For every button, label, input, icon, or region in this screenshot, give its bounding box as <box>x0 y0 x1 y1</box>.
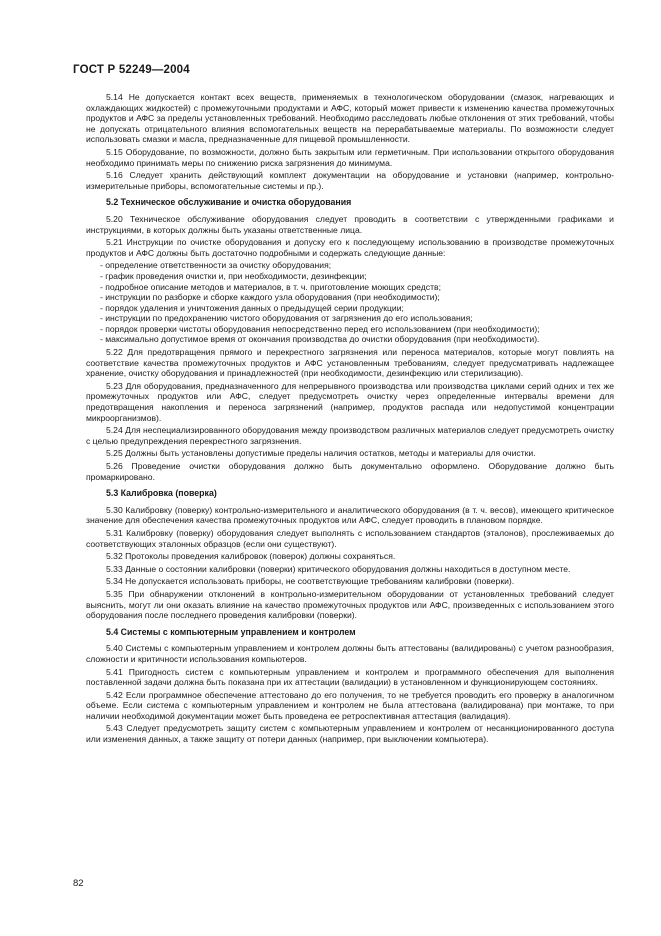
paragraph: 5.23 Для оборудования, предназначенного для непрерывного производства или производства циклами серий одних и тех же промежуточных продуктов или АФС, следует предусмотреть очистку через определенные интервалы времени для предотвращения накопления и переноса загрязнений (например, продуктов распада или недопустимой концентрации микроорганизмов). <box>86 380 614 423</box>
paragraph: 5.42 Если программное обеспечение аттестовано до его получения, то не требуется проводить его проверку в аналогичном объеме. Если система с компьютерным управлением и контролем не была аттестована (валидирована) при монтаже, то при наличии необходимой документации может быть проведена ее ретроспективная аттестация (валидация). <box>86 689 614 721</box>
paragraph: 5.31 Калибровку (поверку) оборудования следует выполнять с использованием стандартов (эталонов), прослеживаемых до соответствующих эталонных образцов (если они существуют). <box>86 527 614 549</box>
paragraph: 5.22 Для предотвращения прямого и перекрестного загрязнения или переноса материалов, которые могут повлиять на соответствие качества промежуточных продуктов и АФС установленным требованиям, следует предусматривать надлежащее хранение, очистку оборудования и принадлежностей (при необходимости, дезинфекцию или стерилизацию). <box>86 347 614 379</box>
list-item: - порядок проверки чистоты оборудования непосредственно перед его использованием (при необходимости); <box>86 324 614 335</box>
list-item: - инструкции по разборке и сборке каждого узла оборудования (при необходимости); <box>86 292 614 303</box>
list-item: - максимально допустимое время от окончания производства до очистки оборудования (при необходимости). <box>86 334 614 345</box>
section-heading: 5.2 Техническое обслуживание и очистка оборудования <box>106 197 352 208</box>
paragraph: 5.41 Пригодность систем с компьютерным управлением и контролем и программного обеспечения для выполнения поставленной задачи должна быть показана при их аттестации (валидации) в установленном и функционирующем состояниях. <box>86 666 614 688</box>
paragraph: 5.40 Системы с компьютерным управлением и контролем должны быть аттестованы (валидированы) с учетом разнообразия, сложности и критичности использования компьютеров. <box>86 643 614 664</box>
list-item: - порядок удаления и уничтожения данных о предыдущей серии продукции; <box>86 303 614 314</box>
paragraph: 5.43 Следует предусмотреть защиту систем с компьютерным управлением и контролем от несанкционированного доступа или изменения данных, а также защиту от потери данных (например, при выключении компьютера). <box>86 723 614 745</box>
list-item: - определение ответственности за очистку оборудования; <box>86 260 614 271</box>
page-number: 82 <box>73 878 84 889</box>
paragraph: 5.14 Не допускается контакт всех веществ, применяемых в технологическом оборудовании (смазок, нагревающих и охлаждающих жидкостей) с промежуточными продуктами и АФС, который может привести к изменению качества промежуточных продуктов и АФС за пределы установленных требований. Необходимо расследовать любые отклонения от этих требований, чтобы не допускать отрицательного влияния вспомогательных веществ на перерабатываемые материалы. По возможности следует использовать смазки и масла, предназначенные для пищевой промышленности. <box>86 92 614 145</box>
list-item: - подробное описание методов и материалов, в т. ч. приготовление моющих средств; <box>86 282 614 293</box>
paragraph: 5.26 Проведение очистки оборудования должно быть документально оформлено. Оборудование должно быть промаркировано. <box>86 461 614 482</box>
paragraph: 5.21 Инструкции по очистке оборудования и допуску его к последующему использованию в производстве промежуточных продуктов и АФС должны быть достаточно подробными и содержать следующие данные: <box>86 237 614 258</box>
document-body <box>86 92 614 747</box>
section-heading: 5.3 Калибровка (поверка) <box>106 488 217 499</box>
list-item: - график проведения очистки и, при необходимости, дезинфекции; <box>86 271 614 282</box>
paragraph: 5.32 Протоколы проведения калибровок (поверок) должны сохраняться. <box>106 551 396 562</box>
document-header: ГОСТ Р 52249—2004 <box>73 64 190 76</box>
paragraph: 5.16 Следует хранить действующий комплект документации на оборудование и установки (например, контрольно-измерительные приборы, вспомогательные системы и пр.). <box>86 170 614 191</box>
paragraph: 5.24 Для неспециализированного оборудования между производством различных материалов следует предусмотреть очистку с целью предупреждения перекрестного загрязнения. <box>86 425 614 446</box>
paragraph: 5.20 Техническое обслуживание оборудования следует проводить в соответствии с утвержденными графиками и инструкциями, в которых должны быть указаны ответственные лица. <box>86 213 614 235</box>
bullet-list <box>86 260 614 345</box>
paragraph: 5.30 Калибровку (поверку) контрольно-измерительного и аналитического оборудования (в т. ч. весов), имеющего критическое значение для обеспечения качества промежуточных продуктов или АФС, следует проводить в плановом порядке. <box>86 504 614 526</box>
paragraph: 5.25 Должны быть установлены допустимые пределы наличия остатков, методы и материалы для очистки. <box>106 448 536 459</box>
paragraph: 5.34 Не допускается использовать приборы, не соответствующие требованиям калибровки (поверки). <box>106 576 515 587</box>
paragraph: 5.33 Данные о состоянии калибровки (поверки) критического оборудования должны находиться в доступном месте. <box>106 563 571 574</box>
list-item: - инструкции по предохранению чистого оборудования от загрязнения до его использования; <box>86 313 614 324</box>
paragraph: 5.35 При обнаружении отклонений в контрольно-измерительном оборудовании от установленных требований следует выяснить, могут ли они оказать влияние на качество промежуточных продуктов или АФС, произведенных с использованием этого оборудования после последнего проведения калибровки (поверки). <box>86 588 614 621</box>
section-heading: 5.4 Системы с компьютерным управлением и контролем <box>106 626 356 637</box>
paragraph: 5.15 Оборудование, по возможности, должно быть закрытым или герметичным. При использовании открытого оборудования необходимо принимать меры по снижению риска загрязнения до минимума. <box>86 146 614 168</box>
